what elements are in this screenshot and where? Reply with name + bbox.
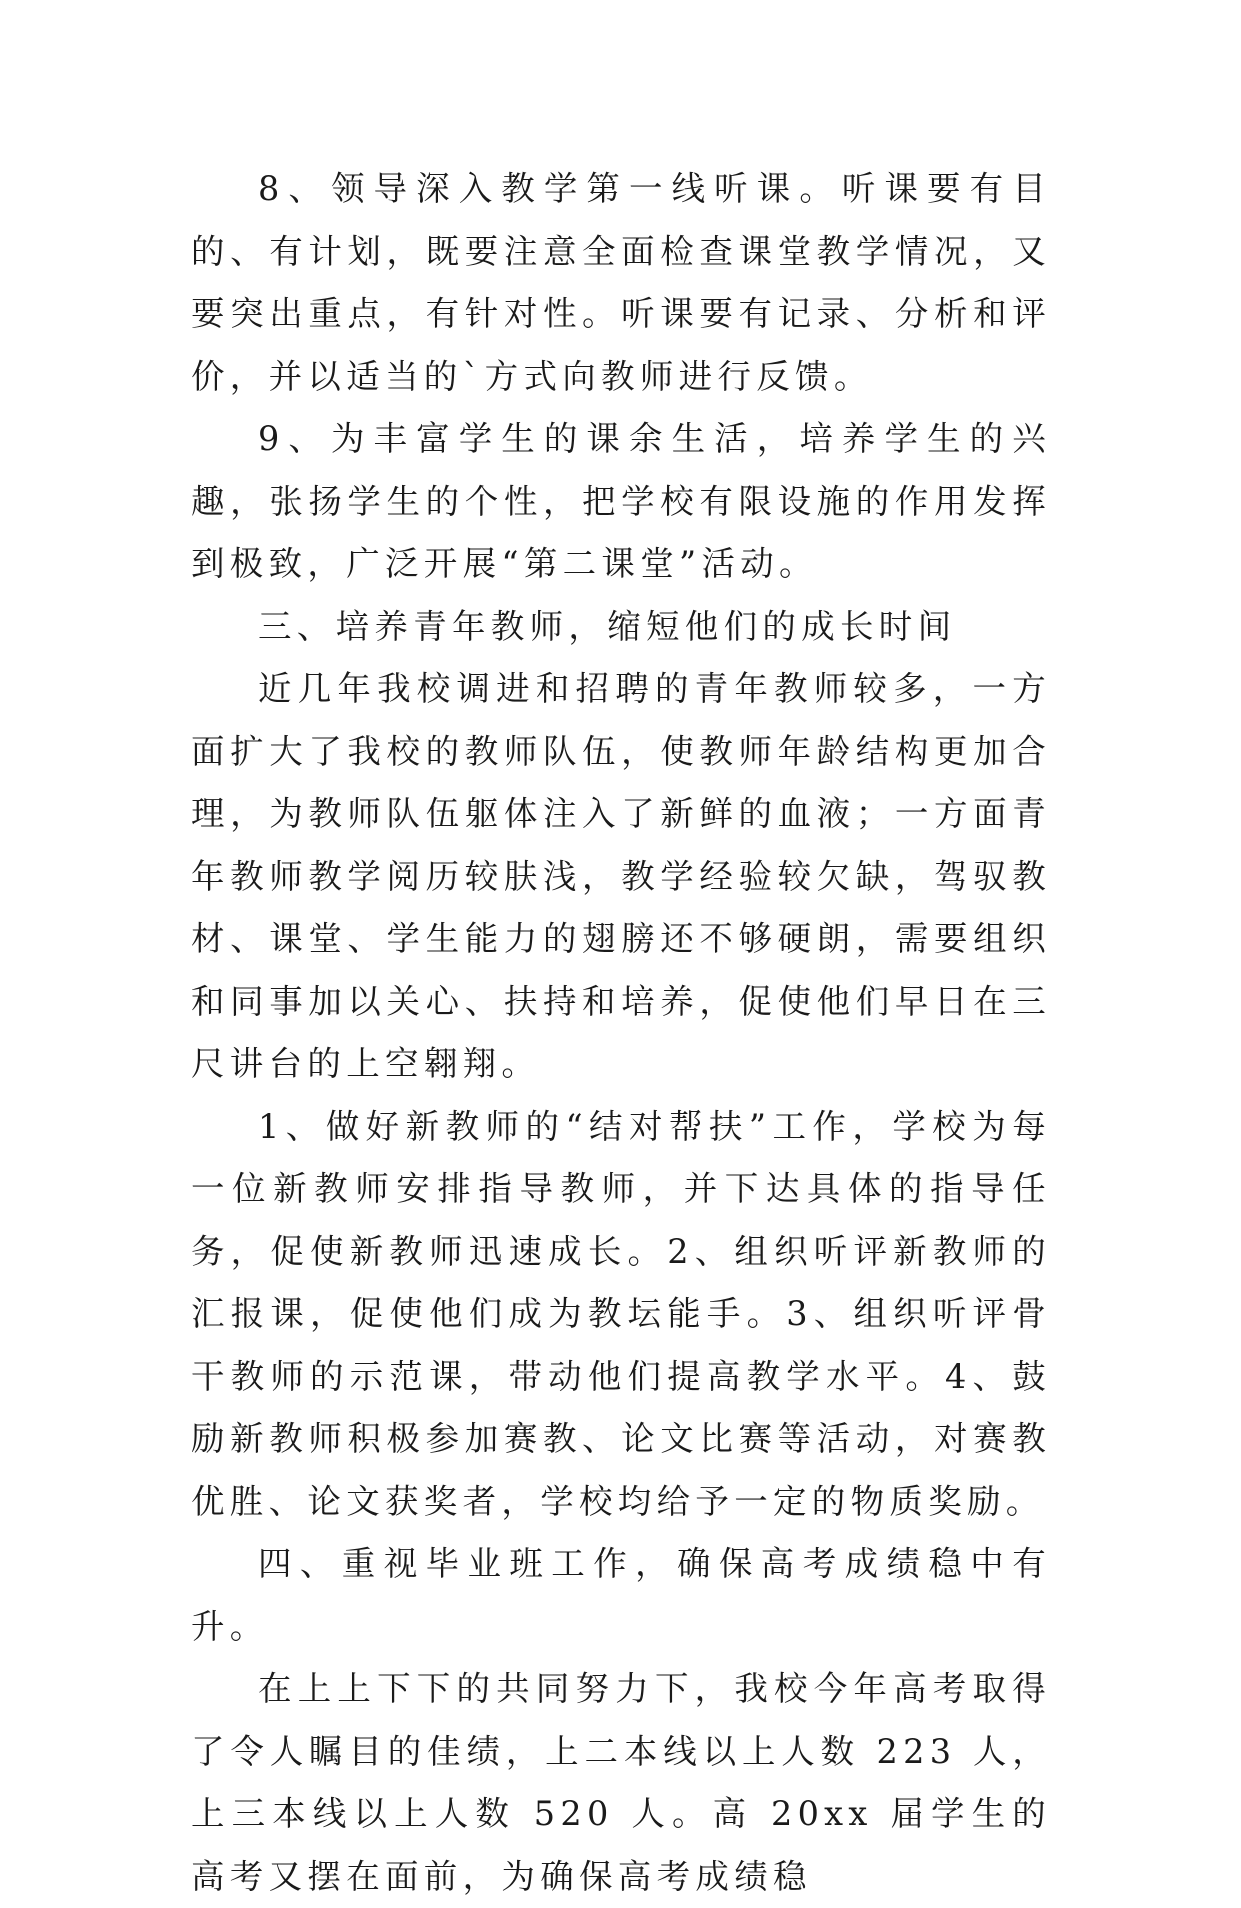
section-heading-4: 四、重视毕业班工作，确保高考成绩稳中有升。	[191, 1544, 1051, 1646]
paragraph-item-8: 8、领导深入教学第一线听课。听课要有目的、有计划，既要注意全面检查课堂教学情况，又要突出重点，有针对性。听课要有记录、分析和评价，并以适当的`方式向教师进行反馈。	[191, 169, 1051, 396]
paragraph-teacher-measures: 1、做好新教师的“结对帮扶”工作，学校为每一位新教师安排指导教师，并下达具体的指导任务，促使新教师迅速成长。2、组织听评新教师的汇报课，促使他们成为教坛能手。3、组织听评骨干教师的示范课，带动他们提高教学水平。4、鼓励新教师积极参加赛教、论文比赛等活动，对赛教优胜、论文获奖者，学校均给予一定的物质奖励。	[191, 1106, 1051, 1521]
paragraph-young-teachers: 近几年我校调进和招聘的青年教师较多，一方面扩大了我校的教师队伍，使教师年龄结构更加合理，为教师队伍躯体注入了新鲜的血液；一方面青年教师教学阅历较肤浅，教学经验较欠缺，驾驭教材、课堂、学生能力的翅膀还不够硬朗，需要组织和同事加以关心、扶持和培养，促使他们早日在三尺讲台的上空翱翔。	[191, 669, 1051, 1083]
paragraph-exam-results: 在上上下下的共同努力下，我校今年高考取得了令人瞩目的佳绩，上二本线以上人数 223 人，上三本线以上人数 520 人。高 20xx 届学生的高考又摆在面前，为确保高考成绩稳	[191, 1669, 1051, 1896]
section-heading-3: 三、培养青年教师，缩短他们的成长时间	[258, 606, 957, 646]
paragraph-item-9: 9、为丰富学生的课余生活，培养学生的兴趣，张扬学生的个性，把学校有限设施的作用发挥到极致，广泛开展“第二课堂”活动。	[191, 419, 1051, 583]
document-page	[191, 158, 1051, 1908]
